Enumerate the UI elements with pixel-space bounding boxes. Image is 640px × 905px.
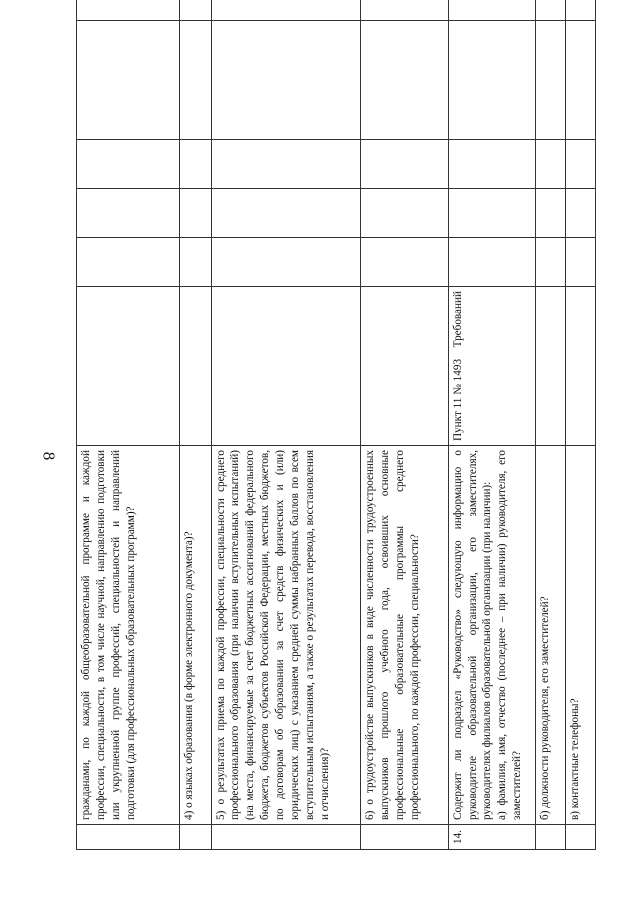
question-text: гражданами, по каждой общеобразовательной программе и каждой профессии, специальности, в том числе научной, направлению подготовки или укрупненной группе профессий, специальностей и направлений подготовки (для профессиональных образовательных программ)? xyxy=(77,446,180,825)
table-row xyxy=(566,0,596,850)
reference-cell xyxy=(77,287,180,446)
row-number xyxy=(536,825,566,850)
empty-cell xyxy=(361,21,449,140)
empty-cell xyxy=(566,0,596,21)
empty-cell xyxy=(448,140,536,189)
table-row xyxy=(361,0,449,850)
empty-cell xyxy=(179,21,211,140)
row-number: 14. xyxy=(448,825,536,850)
empty-cell xyxy=(77,238,180,287)
empty-cell xyxy=(179,0,211,21)
empty-cell xyxy=(211,0,361,21)
reference-cell xyxy=(448,287,536,446)
empty-cell xyxy=(361,140,449,189)
question-text: в) контактные телефоны? xyxy=(566,446,596,825)
empty-cell xyxy=(566,21,596,140)
question-text: Содержит ли подраздел «Руководство» следующую информацию о руководителе образовательной организации, его заместителях, руководителях филиалов образовательной организации (при наличии): а) фамилия, имя, отчество (последнее – при наличии) руководителя, его заместителей? xyxy=(448,446,536,825)
empty-cell xyxy=(211,189,361,238)
table-row xyxy=(77,0,180,850)
page-number: 8 xyxy=(39,451,59,461)
table-row xyxy=(536,0,566,850)
row-number xyxy=(361,825,449,850)
empty-cell xyxy=(361,189,449,238)
empty-cell xyxy=(77,140,180,189)
reference-cell xyxy=(179,287,211,446)
empty-cell xyxy=(179,140,211,189)
empty-cell xyxy=(211,21,361,140)
empty-cell xyxy=(448,238,536,287)
empty-cell xyxy=(536,21,566,140)
empty-cell xyxy=(566,238,596,287)
reference-cell xyxy=(211,287,361,446)
row-number xyxy=(77,825,180,850)
empty-cell xyxy=(211,140,361,189)
empty-cell xyxy=(77,21,180,140)
row-number xyxy=(179,825,211,850)
empty-cell xyxy=(566,189,596,238)
question-text: 4) о языках образования (в форме электронного документа)? xyxy=(179,446,211,825)
question-text: б) должности руководителя, его заместителей? xyxy=(536,446,566,825)
row-number xyxy=(211,825,361,850)
row-number xyxy=(566,825,596,850)
table-row xyxy=(179,0,211,850)
reference-doc: Требований xyxy=(451,291,464,348)
empty-cell xyxy=(448,0,536,21)
empty-cell xyxy=(448,21,536,140)
table-row xyxy=(211,0,361,850)
reference-cell xyxy=(361,287,449,446)
question-text: 5) о результатах приема по каждой профессии, специальности среднего профессионального образования (при наличии вступительных испытаний) (на места, финансируемые за счет бюджетных ассигнований федерального бюджета, бюджетов субъектов Российской Федерации, местных бюджетов, по договорам об образовании за счет средств физических и (или) юридических лиц) с указанием средней суммы набранных баллов по всем вступительным испытаниям, а также о результатах перевода, восстановления и отчисления)? xyxy=(211,446,361,825)
landscape-page xyxy=(76,60,596,850)
empty-cell xyxy=(536,238,566,287)
empty-cell xyxy=(77,189,180,238)
empty-cell xyxy=(361,0,449,21)
question-text: 6) о трудоустройстве выпускников в виде численности трудоустроенных выпускников прошлого учебного года, освоивших основные профессиональные образовательные программы среднего профессионального, по каждой профессии, специальности? xyxy=(361,446,449,825)
empty-cell xyxy=(536,140,566,189)
empty-cell xyxy=(179,238,211,287)
reference-item: Пункт 11 № 1493 xyxy=(451,358,464,441)
rotated-table-wrapper xyxy=(76,60,596,850)
checklist-table xyxy=(76,0,596,850)
empty-cell xyxy=(179,189,211,238)
table-row xyxy=(448,0,536,850)
empty-cell xyxy=(536,0,566,21)
empty-cell xyxy=(448,189,536,238)
empty-cell xyxy=(536,189,566,238)
empty-cell xyxy=(211,238,361,287)
reference-cell xyxy=(536,287,566,446)
empty-cell xyxy=(77,0,180,21)
empty-cell xyxy=(361,238,449,287)
reference-cell xyxy=(566,287,596,446)
empty-cell xyxy=(566,140,596,189)
